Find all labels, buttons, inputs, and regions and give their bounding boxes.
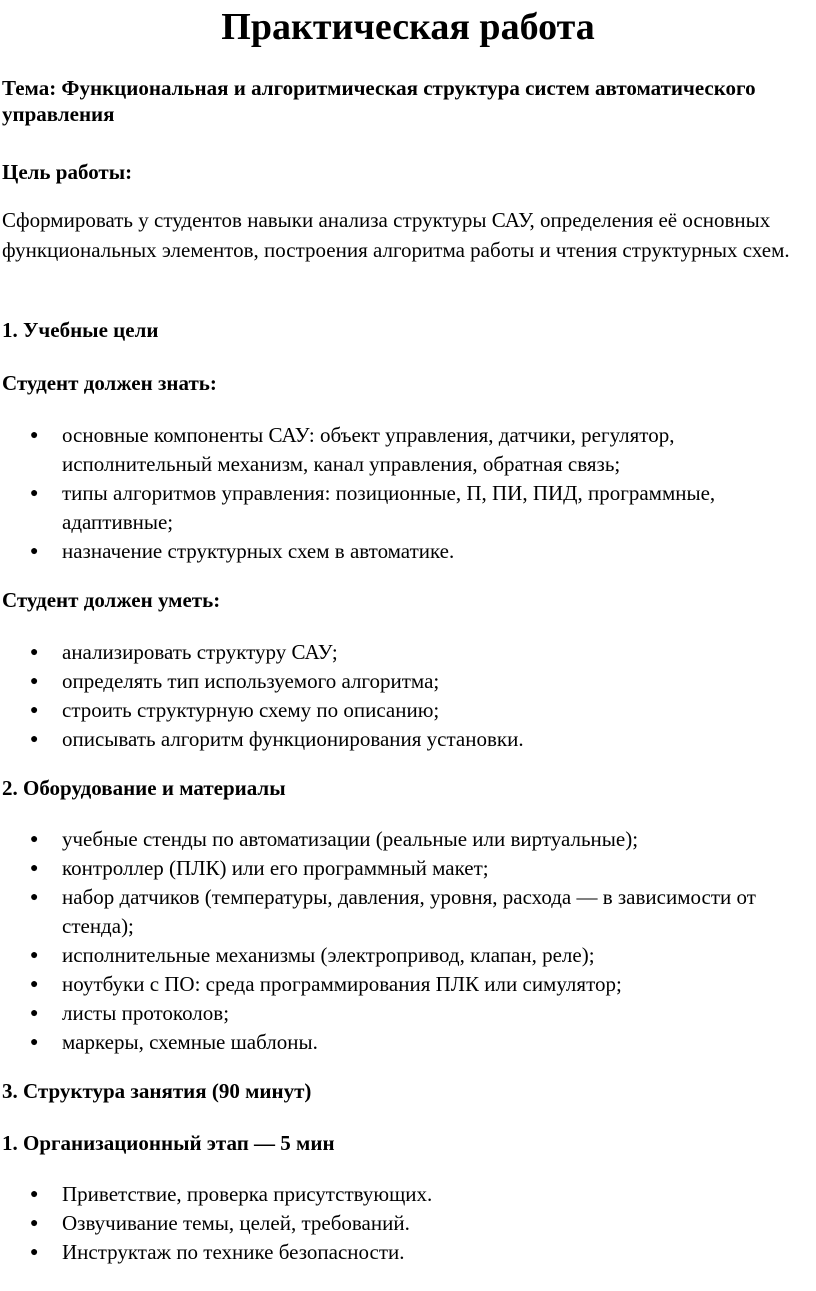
bullet-icon: ● xyxy=(30,645,39,660)
page-title: Практическая работа xyxy=(221,6,595,48)
bullet-icon: ● xyxy=(30,732,39,747)
list-item: ● ноутбуки с ПО: среда программирования ПЛК или симулятор; xyxy=(0,970,790,999)
bullet-icon: ● xyxy=(30,948,39,963)
bullet-icon: ● xyxy=(30,890,39,905)
bullet-icon: ● xyxy=(30,1187,39,1202)
list-item: ● определять тип используемого алгоритма; xyxy=(0,667,790,696)
bullet-icon: ● xyxy=(30,703,39,718)
list-item: ● контроллер (ПЛК) или его программный макет; xyxy=(0,854,790,883)
list-item: ● строить структурную схему по описанию; xyxy=(0,696,790,725)
section-3-heading: 3. Структура занятия (90 минут) xyxy=(2,1079,312,1103)
list-item: ● листы протоколов; xyxy=(0,999,790,1028)
equipment-list xyxy=(0,825,790,1057)
goal-text: Сформировать у студентов навыки анализа структуры САУ, определения её основных функциональных элементов, построения алгоритма работы и чтения структурных схем. xyxy=(2,208,790,262)
list-item: ● набор датчиков (температуры, давления, уровня, расхода — в зависимости от стенда); xyxy=(30,885,756,938)
bullet-icon: ● xyxy=(30,428,39,443)
list-item: ● исполнительные механизмы (электропривод, клапан, реле); xyxy=(0,941,790,970)
list-item: ● основные компоненты САУ: объект управления, датчики, регулятор, исполнительный механизм, канал управления, обратная связь; xyxy=(30,423,675,476)
list-item: ● Инструктаж по технике безопасности. xyxy=(0,1238,790,1267)
list-item: ● типы алгоритмов управления: позиционные, П, ПИ, ПИД, программные, адаптивные; xyxy=(30,481,716,534)
bullet-icon: ● xyxy=(30,674,39,689)
bullet-icon: ● xyxy=(30,1216,39,1231)
bullet-icon: ● xyxy=(30,1035,39,1050)
bullet-icon: ● xyxy=(30,861,39,876)
stage-1-list xyxy=(0,1180,790,1267)
bullet-icon: ● xyxy=(30,977,39,992)
list-item: ● Приветствие, проверка присутствующих. xyxy=(0,1180,790,1209)
goal-heading: Цель работы: xyxy=(2,160,133,184)
list-item: ● анализировать структуру САУ; xyxy=(0,638,790,667)
bullet-icon: ● xyxy=(30,832,39,847)
stage-1-heading: 1. Организационный этап — 5 мин xyxy=(2,1131,335,1155)
know-list xyxy=(0,421,790,566)
list-item: ● Озвучивание темы, целей, требований. xyxy=(0,1209,790,1238)
list-item: ● маркеры, схемные шаблоны. xyxy=(0,1028,790,1057)
topic-heading: Тема: Функциональная и алгоритмическая структура систем автоматического управления xyxy=(2,76,756,126)
bullet-icon: ● xyxy=(30,1245,39,1260)
list-item: ● описывать алгоритм функционирования установки. xyxy=(0,725,790,754)
bullet-icon: ● xyxy=(30,486,39,501)
can-list xyxy=(0,638,790,754)
section-1-heading: 1. Учебные цели xyxy=(2,318,159,342)
bullet-icon: ● xyxy=(30,1006,39,1021)
bullet-icon: ● xyxy=(30,544,39,559)
section-2-heading: 2. Оборудование и материалы xyxy=(2,776,286,800)
list-item: ● назначение структурных схем в автоматике. xyxy=(0,537,790,566)
list-item: ● учебные стенды по автоматизации (реальные или виртуальные); xyxy=(0,825,790,854)
know-heading: Студент должен знать: xyxy=(2,371,217,395)
can-heading: Студент должен уметь: xyxy=(2,588,221,612)
